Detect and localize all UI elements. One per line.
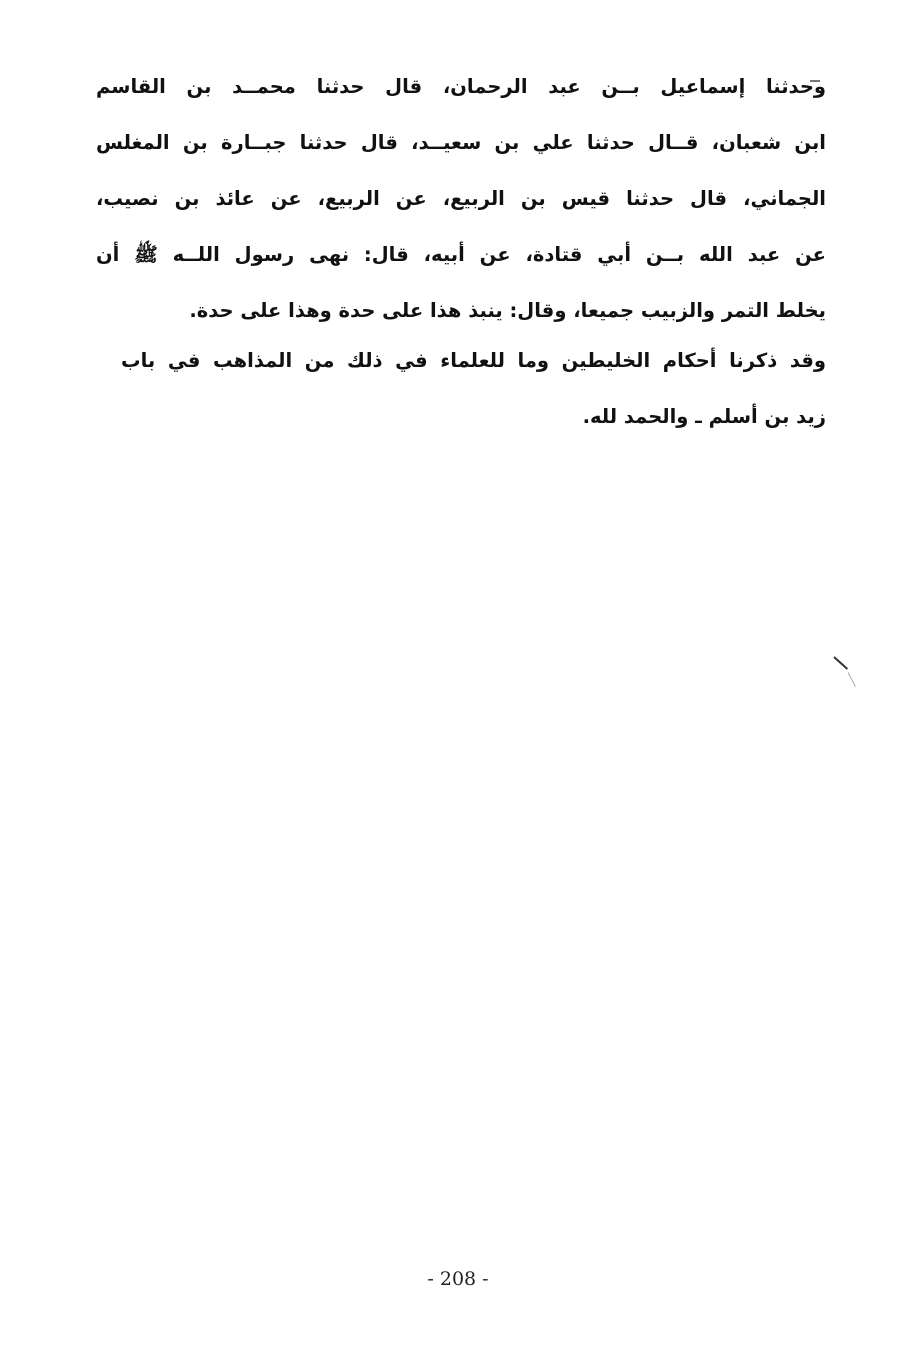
body-text xyxy=(96,72,826,432)
paragraph-1-line-5: يخلط التمر والزبيب جميعا، وقال: ينبذ هذا على حدة وهذا على حدة. xyxy=(189,299,826,322)
paragraph-1-line-3: الجماني، قال حدثنا قيس بن الربيع، عن الربيع، عن عائذ بن نصيب، xyxy=(96,187,826,210)
scan-artifact-mark-faint xyxy=(848,672,856,687)
paragraph-2-line-1: وقد ذكرنا أحكام الخليطين وما للعلماء في ذلك من المذاهب في باب xyxy=(121,349,826,372)
paragraph-1-line-2: ابن شعبان، قــال حدثنا علي بن سعيــد، قال حدثنا جبــارة بن المغلس xyxy=(96,131,826,154)
scan-artifact-mark xyxy=(833,656,848,670)
page-number: - 208 - xyxy=(427,1268,489,1290)
paragraph-1-line-4: عن عبد الله بــن أبي قتادة، عن أبيه، قال: نهى رسول اللــه ﷺ أن xyxy=(96,243,826,266)
paragraph-2-line-2: زيد بن أسلم ـ والحمد لله. xyxy=(582,405,826,428)
paragraph-1-line-1: وحدثنا إسماعيل بــن عبد الرحمان، قال حدثنا محمــد بن القاسم xyxy=(96,75,826,98)
